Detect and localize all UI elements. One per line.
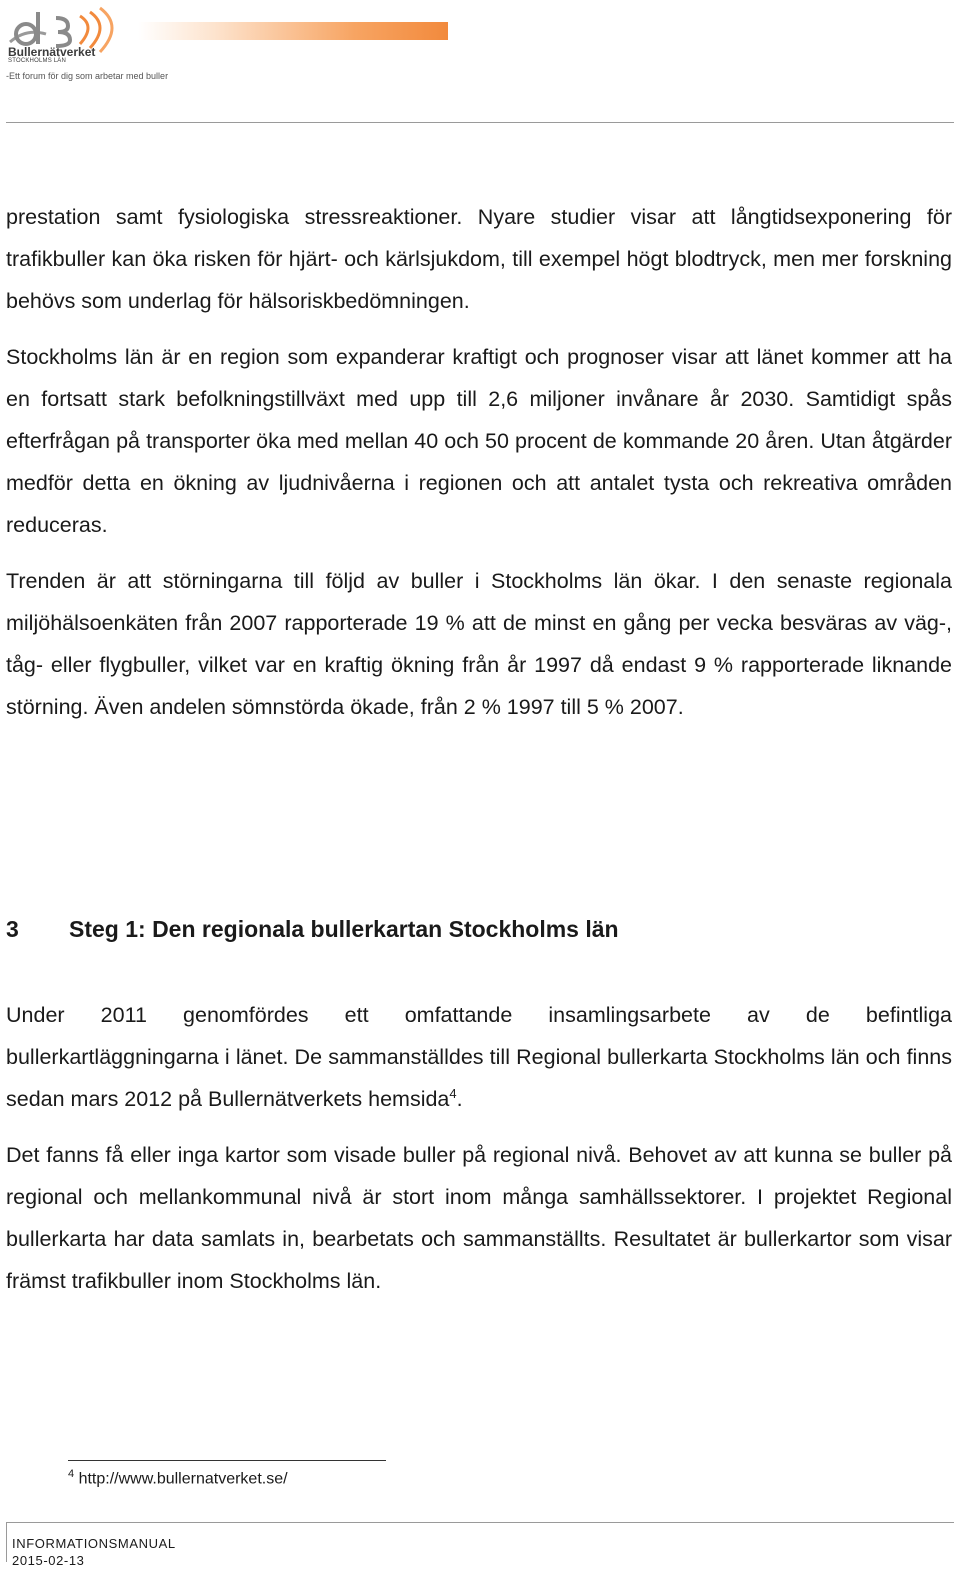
brand-subtitle: STOCKHOLMS LÄN	[8, 58, 67, 64]
page-header	[0, 0, 960, 125]
paragraph-remaining-text: bullerkartläggningarna i länet. De sammanställdes till Regional bullerkarta Stockholms län och finns sedan mars 2012 på Bullernätverkets hemsida	[6, 1045, 952, 1111]
paragraph-regional-need: Det fanns få eller inga kartor som visade buller på regional nivå. Behovet av att kunna se buller på regional och mellankommunal nivå är stort inom många samhällssektorer. I projektet Regional bullerkarta har data samlats in, bearbetats och sammanställts. Resultatet är bullerkartor som visar främst trafikbuller inom Stockholms län.	[6, 1143, 952, 1293]
section-number: 3	[6, 916, 19, 942]
paragraph-health-effects: prestation samt fysiologiska stressreaktioner. Nyare studier visar att långtidsexponering för trafikbuller kan öka risken för hjärt- och kärlsjukdom, till exempel högt blodtryck, men mer forskning behövs som underlag för hälsoriskbedömningen.	[6, 205, 952, 313]
section-body	[6, 994, 952, 1302]
footer-divider	[6, 1522, 954, 1523]
footnote-link[interactable]: http://www.bullernatverket.se/	[78, 1470, 288, 1488]
paragraph-first-line: Under 2011 genomfördes ett omfattande insamlingsarbete av de befintliga	[6, 1003, 952, 1027]
brand-name: Bullernätverket	[8, 45, 96, 59]
paragraph-end: .	[456, 1087, 463, 1111]
footnote-reference: 4	[449, 1085, 457, 1101]
header-divider	[6, 122, 954, 123]
footer-document-title: INFORMATIONSMANUAL	[12, 1536, 176, 1551]
paragraph-disturbance-trend: Trenden är att störningarna till följd av buller i Stockholms län ökar. I den senaste regionala miljöhälsoenkäten från 2007 rapporterade 19 % att de minst en gång per vecka besväras av väg-, tåg- eller flygbuller, vilket var en kraftig ökning från år 1997 då endast 9 % rapporterade liknande störning. Även andelen sömnstörda ökade, från 2 % 1997 till 5 % 2007.	[6, 569, 952, 719]
footer-left-border	[6, 1522, 7, 1562]
paragraph-population-growth: Stockholms län är en region som expanderar kraftigt och prognoser visar att länet kommer att ha en fortsatt stark befolkningstillväxt med upp till 2,6 miljoner invånare år 2030. Samtidigt spås efterfrågan på transporter öka med mellan 40 och 50 procent de kommande 20 åren. Utan åtgärder medför detta en ökning av ljudnivåerna i regionen och att antalet tysta och rekreativa områden reduceras.	[6, 345, 952, 537]
footnote-divider	[68, 1460, 386, 1461]
main-content	[6, 196, 952, 728]
section-title: Steg 1: Den regionala bullerkartan Stockholms län	[69, 916, 619, 942]
footer-date: 2015-02-13	[12, 1553, 85, 1568]
footnote-number: 4	[68, 1468, 75, 1480]
brand-tagline: -Ett forum för dig som arbetar med buller	[6, 71, 169, 81]
paragraph-noise-map-collection	[6, 994, 952, 1120]
footnote	[68, 1468, 288, 1488]
header-accent-bar	[138, 22, 448, 40]
section-heading	[6, 906, 952, 952]
section-3	[6, 906, 952, 1302]
